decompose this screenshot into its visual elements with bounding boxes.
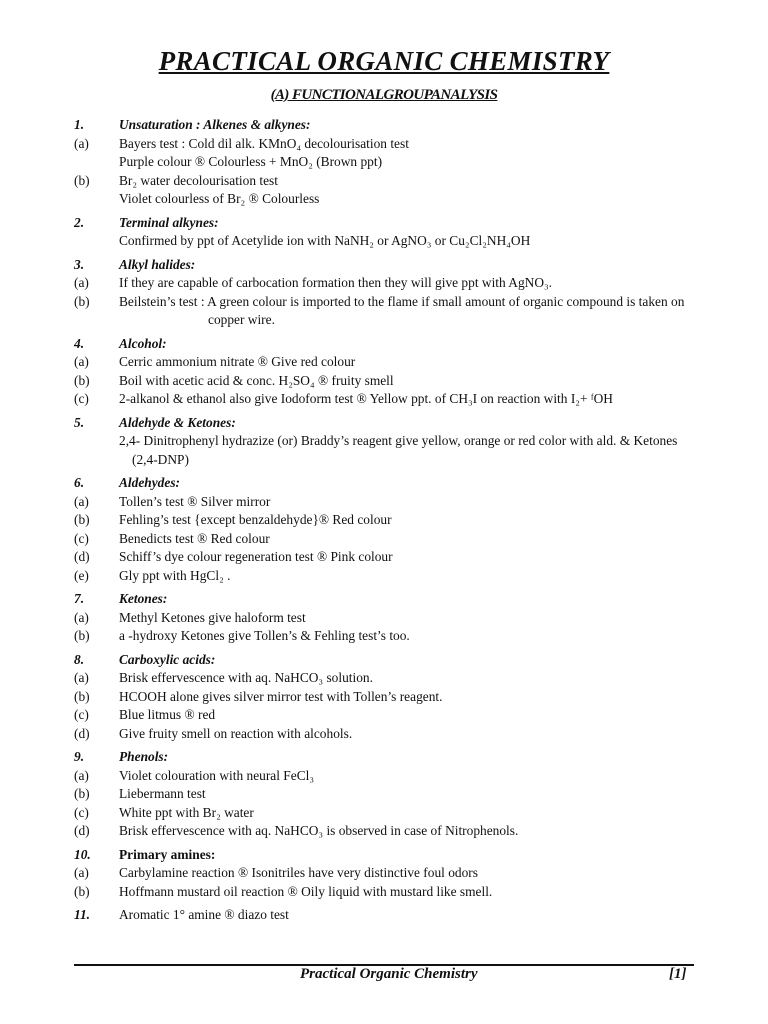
item-marker: (d) [74,549,90,564]
section-heading [0,256,768,275]
list-item [0,548,768,567]
section-number: 7. [74,591,85,606]
section-heading [0,414,768,433]
item-text: 2,4- Dinitrophenyl hydrazize (or) Braddy’s reagent give yellow, orange or red color with ald. & Ketones [119,433,678,448]
list-item [0,353,768,372]
item-text: Cerric ammonium nitrate ® Give red colour [119,354,356,369]
item-text: 2-alkanol & ethanol also give Iodoform test ® Yellow ppt. of CH₃I on reaction with I₂+ ᶠOH [119,391,613,406]
item-text: Carbylamine reaction ® Isonitriles have very distinctive foul odors [119,865,478,880]
list-item [0,232,768,251]
item-marker: (b) [74,172,90,188]
item-marker: (b) [74,883,90,899]
list-item [0,804,768,823]
list-item [0,883,768,902]
item-marker: (a) [74,275,89,290]
item-text: Benedicts test ® Red colour [119,530,270,546]
section-5 [0,414,768,470]
item-marker: (a) [74,493,89,509]
item-marker: (a) [74,670,89,685]
item-text: copper wire. [208,312,275,327]
list-item [0,172,768,191]
item-marker: (c) [74,804,89,820]
list-item [0,153,768,172]
item-marker: (d) [74,725,90,741]
list-item [0,864,768,883]
section-heading [0,116,768,135]
page-number: [1] [669,966,687,982]
item-marker: (b) [74,512,90,527]
item-marker: (d) [74,823,90,838]
item-marker: (b) [74,293,90,309]
item-text: Br₂ water decolourisation test [119,172,278,188]
section-number: 9. [74,749,85,764]
list-item [0,706,768,725]
section-heading [0,590,768,609]
section-heading-text: Alcohol: [119,335,167,351]
list-item [0,567,768,586]
section-heading-text: Alkyl halides: [119,256,196,272]
item-marker: (e) [74,567,89,583]
section-heading [0,474,768,493]
item-marker: (c) [74,530,89,546]
section-number: 2. [74,214,85,230]
item-marker: (a) [74,609,89,625]
item-text: Violet colourless of Br₂ ® Colourless [119,191,320,206]
list-item [0,274,768,293]
list-item [0,190,768,209]
section-heading [0,846,768,865]
item-text: Purple colour ® Colourless + MnO₂ (Brown ppt) [119,154,383,169]
page-title: PRACTICAL ORGANIC CHEMISTRY [158,46,610,76]
section-heading-text: Aromatic 1° amine ® diazo test [119,907,289,922]
section-number: 8. [74,651,85,667]
list-item [0,390,768,409]
list-item [0,493,768,512]
section-6 [0,474,768,585]
item-text: Confirmed by ppt of Acetylide ion with NaNH₂ or AgNO₃ or Cu₂Cl₂NH₄OH [119,233,531,248]
section-heading-text: Aldehydes: [119,475,180,490]
item-text: White ppt with Br₂ water [119,804,254,820]
list-item [0,135,768,154]
section-heading-text: Carboxylic acids: [119,651,216,667]
item-text: Fehling’s test {except benzaldehyde}® Red colour [119,512,392,527]
document-body [0,116,768,930]
item-marker: (c) [74,707,89,722]
list-item [0,432,768,451]
item-text: Schiff’s dye colour regeneration test ® Pink colour [119,549,393,564]
item-text: Liebermann test [119,786,206,801]
item-text: Methyl Ketones give haloform test [119,609,306,625]
item-marker: (a) [74,354,89,369]
item-marker: (a) [74,135,89,151]
item-marker: (b) [74,688,90,704]
list-item [0,669,768,688]
item-text: a -hydroxy Ketones give Tollen’s & Fehling test’s too. [119,628,410,643]
item-marker: (b) [74,786,90,801]
section-heading-text: Aldehyde & Ketones: [119,414,236,430]
list-item [0,451,768,470]
section-7 [0,590,768,646]
item-text: Hoffmann mustard oil reaction ® Oily liquid with mustard like smell. [119,883,493,899]
section-heading-text: Phenols: [119,749,169,764]
section-11 [0,906,768,925]
section-10 [0,846,768,902]
list-item [0,785,768,804]
item-marker: (a) [74,865,89,880]
item-text: Blue litmus ® red [119,707,216,722]
footer-title: Practical Organic Chemistry [300,966,478,982]
item-marker: (b) [74,628,90,643]
section-1 [0,116,768,209]
item-text: If they are capable of carbocation formation then they will give ppt with AgNO₃. [119,275,553,290]
section-8 [0,651,768,744]
list-item [0,822,768,841]
section-number: 10. [74,846,91,862]
section-heading [0,214,768,233]
section-number: 4. [74,335,85,351]
item-text: Brisk effervescence with aq. NaHCO₃ is observed in case of Nitrophenols. [119,823,519,838]
item-text: (2,4-DNP) [132,451,189,467]
section-4 [0,335,768,409]
section-number: 1. [74,117,85,132]
section-subtitle: (A) FUNCTIONALGROUPANALYSIS [270,87,498,103]
list-item [0,609,768,628]
item-text: Boil with acetic acid & conc. H₂SO₄ ® fruity smell [119,372,394,388]
section-heading [0,335,768,354]
section-heading-text: Terminal alkynes: [119,214,219,230]
item-text: Brisk effervescence with aq. NaHCO₃ solution. [119,670,373,685]
list-item [0,511,768,530]
section-heading-text: Primary amines: [119,846,216,862]
section-number: 11. [74,907,90,922]
section-heading [0,651,768,670]
item-text: Give fruity smell on reaction with alcohols. [119,725,353,741]
section-heading-text: Ketones: [119,591,168,606]
section-heading-text: Unsaturation : Alkenes & alkynes: [119,117,311,132]
list-item [0,627,768,646]
section-number: 3. [74,256,85,272]
section-heading [0,748,768,767]
list-item [0,688,768,707]
list-item [0,293,768,312]
item-text: Violet colouration with neural FeCl₃ [119,767,315,783]
section-3 [0,256,768,330]
list-item [0,311,768,330]
item-marker: (a) [74,767,89,783]
item-text: Bayers test : Cold dil alk. KMnO₄ decolourisation test [119,135,409,151]
list-item [0,530,768,549]
section-9 [0,748,768,841]
list-item [0,725,768,744]
item-text: HCOOH alone gives silver mirror test with Tollen’s reagent. [119,688,443,704]
list-item [0,767,768,786]
item-text: Beilstein’s test : A green colour is imported to the flame if small amount of organic compound is taken on [119,293,685,309]
item-text: Tollen’s test ® Silver mirror [119,493,271,509]
item-marker: (c) [74,391,89,406]
section-heading [0,906,768,925]
list-item [0,372,768,391]
item-text: Gly ppt with HgCl₂ . [119,567,231,583]
section-number: 6. [74,475,85,490]
item-marker: (b) [74,372,90,388]
section-2 [0,214,768,251]
section-number: 5. [74,414,85,430]
